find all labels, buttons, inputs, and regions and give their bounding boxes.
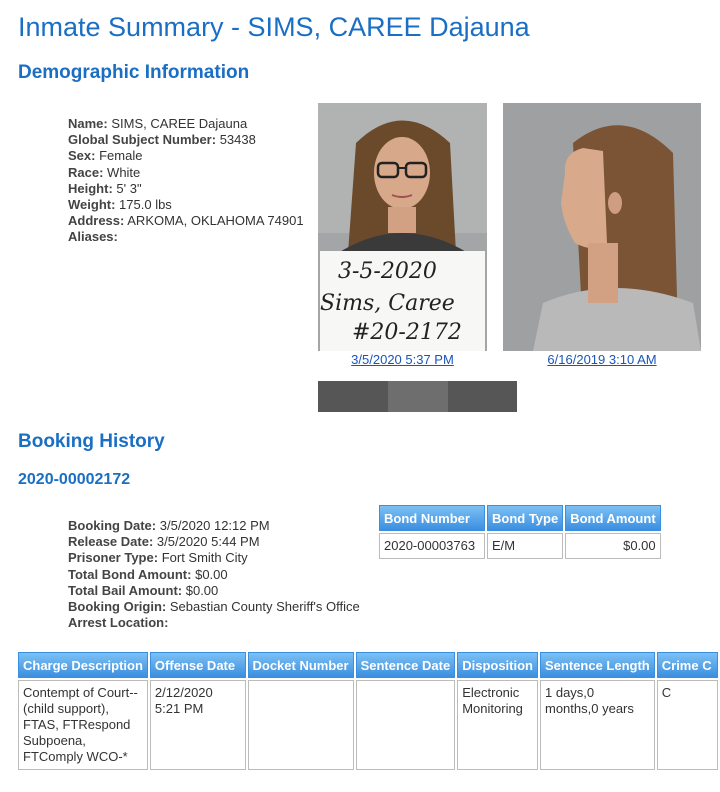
sentence-date-cell: [356, 680, 456, 770]
sentence-length-header[interactable]: Sentence Length: [540, 652, 655, 678]
mugshot-profile[interactable]: [503, 103, 701, 351]
field-address: Address: ARKOMA, OKLAHOMA 74901: [68, 213, 304, 229]
field-height: Height: 5' 3": [68, 180, 142, 196]
mugshot-thumbnail-partial[interactable]: [318, 381, 517, 412]
svg-text:3-5-2020: 3-5-2020: [338, 259, 437, 284]
mugshot-front[interactable]: [318, 103, 487, 351]
disposition-cell: Electronic Monitoring: [457, 680, 538, 770]
charge-description-cell: Contempt of Court--(child support), FTAS, FTRespond Subpoena, FTComply WCO-*: [18, 680, 148, 770]
field-name: Name: SIMS, CAREE Dajauna: [68, 116, 248, 131]
crime-class-cell: C: [657, 680, 718, 770]
field-arrest-location: Arrest Location:: [68, 615, 169, 631]
field-sex: Sex: Female: [68, 148, 143, 164]
field-weight: Weight: 175.0 lbs: [68, 196, 172, 212]
docket-number-cell: [248, 680, 354, 770]
charge-description-header[interactable]: Charge Description: [18, 652, 148, 678]
bond-table: [377, 503, 663, 561]
field-global-subject-number: Global Subject Number: 53438: [68, 132, 256, 148]
offense-date-cell: 2/12/2020 5:21 PM: [150, 680, 246, 770]
field-aliases: Aliases:: [68, 229, 118, 245]
page-title: Inmate Summary - SIMS, CAREE Dajauna: [18, 12, 530, 42]
field-booking-date: Booking Date: 3/5/2020 12:12 PM: [68, 518, 270, 533]
docket-number-header[interactable]: Docket Number: [248, 652, 354, 678]
bond-number-cell: 2020-00003763: [379, 533, 485, 559]
crime-class-header[interactable]: Crime C: [657, 652, 718, 678]
charge-table-header-row: [18, 652, 718, 678]
field-race: Race: White: [68, 164, 141, 180]
bond-amount-cell: $0.00: [565, 533, 660, 559]
offense-date-header[interactable]: Offense Date: [150, 652, 246, 678]
bond-table-header-row: [379, 505, 661, 531]
sentence-date-header[interactable]: Sentence Date: [356, 652, 456, 678]
field-total-bail-amount: Total Bail Amount: $0.00: [68, 582, 219, 598]
table-row: [18, 680, 718, 770]
bond-type-cell: E/M: [487, 533, 563, 559]
table-row: [379, 533, 661, 559]
field-release-date: Release Date: 3/5/2020 5:44 PM: [68, 534, 260, 550]
field-booking-origin: Booking Origin: Sebastian County Sheriff's Office: [68, 598, 360, 614]
charge-table: [16, 650, 720, 772]
disposition-header[interactable]: Disposition: [457, 652, 538, 678]
bond-type-header[interactable]: Bond Type: [487, 505, 563, 531]
field-prisoner-type: Prisoner Type: Fort Smith City: [68, 550, 248, 566]
field-total-bond-amount: Total Bond Amount: $0.00: [68, 566, 228, 582]
sentence-length-cell: 1 days,0 months,0 years: [540, 680, 655, 770]
booking-fields: [68, 518, 360, 631]
bond-number-header[interactable]: Bond Number: [379, 505, 485, 531]
demographic-heading: Demographic Information: [18, 62, 250, 83]
booking-number: 2020-00002172: [18, 471, 131, 488]
mugshot-front-date-link[interactable]: 3/5/2020 5:37 PM: [351, 352, 454, 367]
mugshot-profile-date-link[interactable]: 6/16/2019 3:10 AM: [547, 352, 657, 367]
svg-text:#20-2172: #20-2172: [352, 320, 462, 345]
bond-amount-header[interactable]: Bond Amount: [565, 505, 660, 531]
svg-text:Sims, Caree: Sims, Caree: [320, 291, 455, 316]
demographic-fields: [68, 116, 304, 246]
booking-history-heading: Booking History: [18, 431, 165, 452]
